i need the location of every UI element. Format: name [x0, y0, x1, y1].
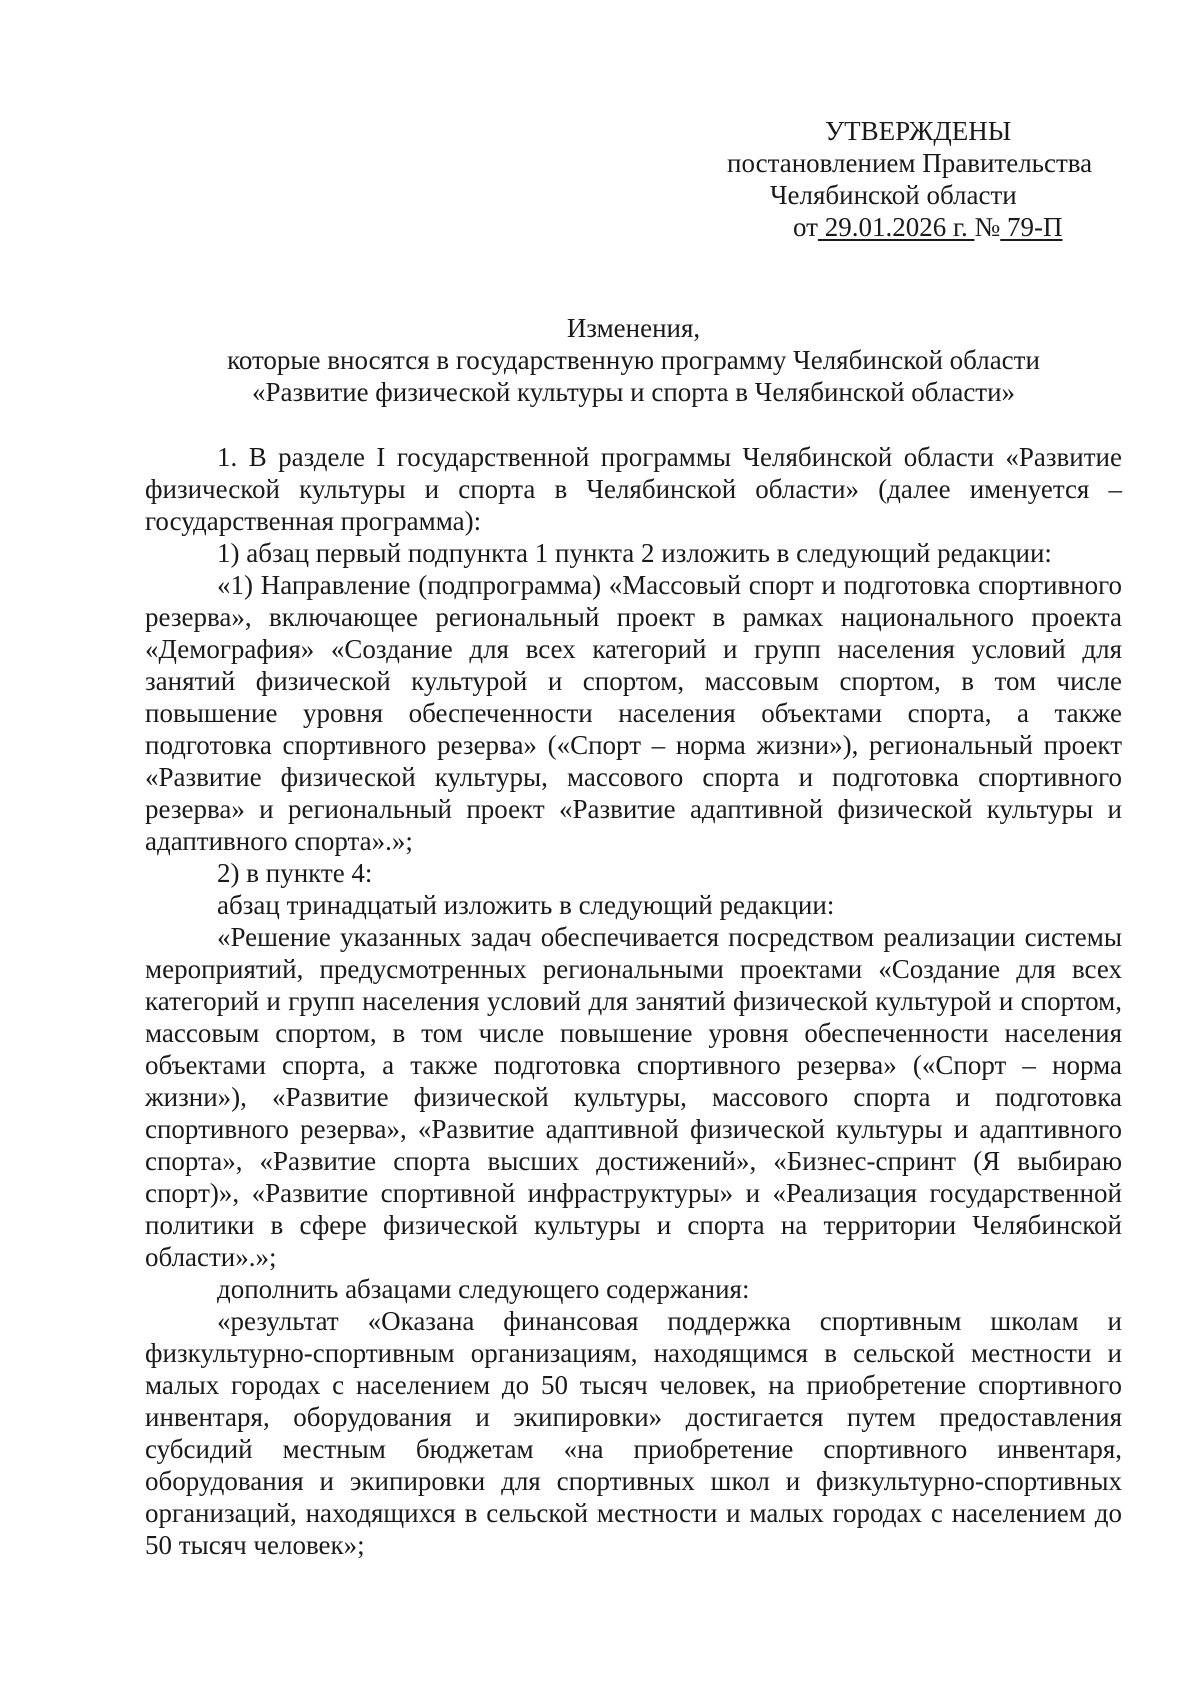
paragraph-6: «Решение указанных задач обеспечивается посредством реализации системы мероприятий, предусмотренных региональными проектами «Создание для всех категорий и групп населения условий для занятий физической культурой и спортом, массовым спортом, в том числе повышение уровня обеспеченности населения объектами спорта, а также подготовка спортивного резерва» («Спорт – норма жизни»), «Развитие физической культуры, массового спорта и подготовка спортивного резерва», «Развитие адаптивной физической культуры и адаптивного спорта», «Развитие спорта высших достижений», «Бизнес-спринт (Я выбираю спорт)», «Развитие спортивной инфраструктуры» и «Реализация государственной политики в сфере физической культуры и спорта на территории Челябинской области».»;	[145, 922, 1122, 1272]
approval-stamp	[700, 115, 1160, 243]
approval-number: 79-П	[1000, 212, 1063, 242]
title-line-3: «Развитие физической культуры и спорта в Челябинской области»	[251, 377, 1016, 407]
title-line-1: Изменения,	[566, 313, 701, 343]
paragraph-4: 2) в пункте 4:	[217, 858, 373, 888]
date-prefix: от	[793, 212, 818, 242]
paragraph-5: абзац тринадцатый изложить в следующий редакции:	[217, 890, 835, 920]
approval-region: Челябинской области	[770, 180, 1017, 210]
approval-date-line	[700, 211, 1160, 243]
paragraph-1: 1. В разделе I государственной программы Челябинской области «Развитие физической культуры и спорта в Челябинской области» (далее именуется – государственная программа):	[145, 442, 1122, 536]
document-body	[145, 441, 1122, 1561]
paragraph-8: «результат «Оказана финансовая поддержка спортивным школам и физкультурно-спортивным организациям, находящимся в сельской местности и малых городах с населением до 50 тысяч человек, на приобретение спортивного инвентаря, оборудования и экипировки» достигается путем предоставления субсидий местным бюджетам «на приобретение спортивного инвентаря, оборудования и экипировки для спортивных школ и физкультурно-спортивных организаций, находящихся в сельской местности и малых городах с населением до 50 тысяч человек»;	[145, 1306, 1122, 1560]
approval-date: 29.01.2026 г.	[817, 212, 975, 242]
paragraph-3: «1) Направление (подпрограмма) «Массовый спорт и подготовка спортивного резерва», включающее региональный проект в рамках национального проекта «Демография» «Создание для всех категорий и групп населения условий для занятий физической культурой и спортом, массовым спортом, в том числе повышение уровня обеспеченности населения объектами спорта, а также подготовка спортивного резерва» («Спорт – норма жизни»), региональный проект «Развитие физической культуры, массового спорта и подготовка спортивного резерва» и региональный проект «Развитие адаптивной физической культуры и адаптивного спорта».»;	[145, 570, 1122, 856]
approval-authority: постановлением Правительства	[727, 148, 1093, 178]
paragraph-7: дополнить абзацами следующего содержания:	[217, 1274, 750, 1304]
document-title	[145, 312, 1122, 408]
paragraph-2: 1) абзац первый подпункта 1 пункта 2 изложить в следующий редакции:	[217, 538, 1052, 568]
approval-heading: УТВЕРЖДЕНЫ	[825, 116, 1012, 146]
title-line-2: которые вносятся в государственную программу Челябинской области	[227, 345, 1040, 375]
number-prefix: №	[974, 212, 1001, 242]
